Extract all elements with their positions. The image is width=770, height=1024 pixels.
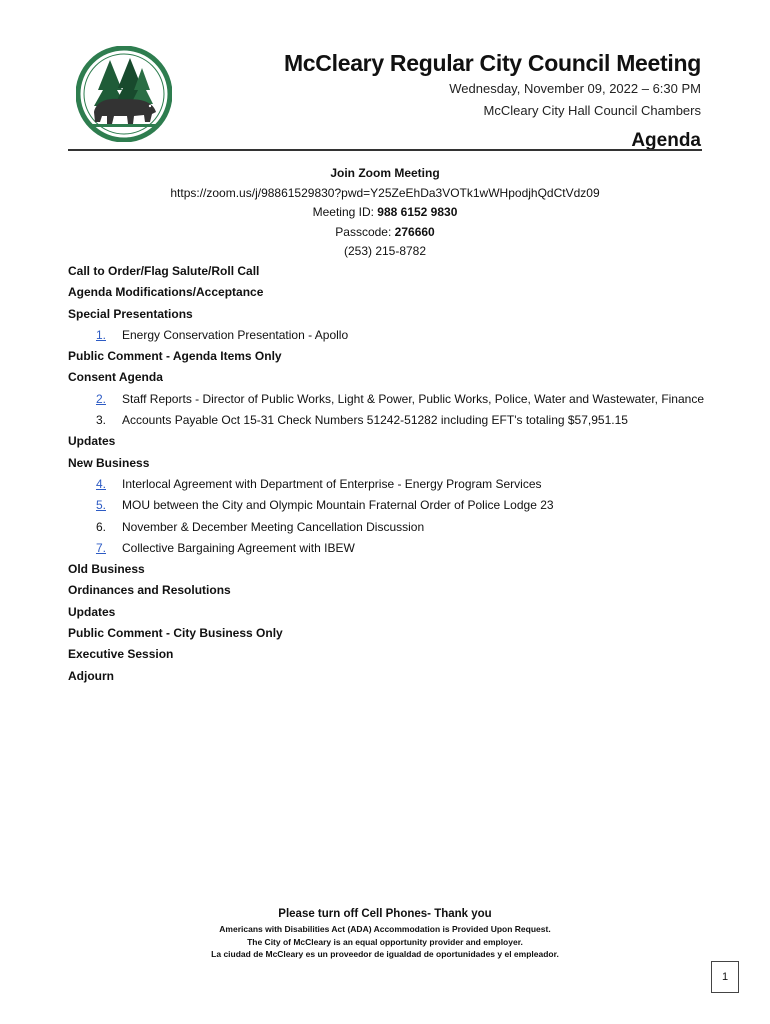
agenda-item [68,325,708,346]
agenda-item-text: November & December Meeting Cancellation Discussion [122,519,425,534]
agenda-item-number: 3. [95,413,106,428]
agenda-section: Adjourn [68,668,114,683]
passcode-value: 276660 [394,224,435,239]
agenda-section: Agenda Modifications/Acceptance [68,285,264,300]
city-logo [76,46,172,142]
ada-notice: Americans with Disabilities Act (ADA) Accommodation is Provided Upon Request. [219,924,551,934]
zoom-phone: (253) 215-8782 [343,244,427,258]
bear-trees-logo-icon [76,46,172,142]
agenda-item [68,474,708,495]
zoom-link[interactable]: https://zoom.us/j/98861529830?pwd=Y25ZeEhDa3VOTk1wWHpodjhQdCtVdz09 [170,185,600,200]
agenda-item-number: 6. [95,519,106,534]
agenda-section: Public Comment - Agenda Items Only [68,349,282,364]
agenda-item-link[interactable]: 4. [95,476,106,491]
agenda-item-text: MOU between the City and Olympic Mountain Fraternal Order of Police Lodge 23 [122,498,554,513]
meeting-id-label: Meeting ID: [312,205,374,219]
agenda-section: Call to Order/Flag Salute/Roll Call [68,264,260,278]
agenda-section: Consent Agenda [68,370,163,385]
agenda-item-link[interactable]: 7. [95,540,106,555]
document-footer [0,905,770,961]
document-header [284,48,701,153]
agenda-item [68,410,708,431]
agenda-heading: Agenda [631,130,701,151]
agenda-section: Special Presentations [68,306,193,321]
agenda-section: Executive Session [68,647,174,662]
agenda-list [68,261,708,687]
agenda-section: Updates [68,604,116,619]
agenda-section: Public Comment - City Business Only [68,626,283,641]
meeting-id-line [0,203,770,223]
cell-phone-notice: Please turn off Cell Phones- Thank you [278,908,492,920]
agenda-section: Old Business [68,562,145,577]
zoom-info [0,164,770,262]
agenda-item-link[interactable]: 5. [95,498,106,513]
agenda-item-text: Interlocal Agreement with Department of Enterprise - Energy Program Services [122,476,542,491]
equal-opportunity-notice: The City of McCleary is an equal opportunity provider and employer. [247,936,523,947]
zoom-heading: Join Zoom Meeting [330,166,440,180]
passcode-label: Passcode: [335,224,392,239]
passcode-line [0,223,770,243]
agenda-item-text: Energy Conservation Presentation - Apollo [122,327,349,342]
agenda-item-link[interactable]: 1. [95,327,106,342]
meeting-datetime: Wednesday, November 09, 2022 – 6:30 PM [449,81,701,96]
agenda-item [68,495,708,516]
agenda-section: Ordinances and Resolutions [68,583,231,598]
header-divider [68,149,702,151]
agenda-section: Updates [68,434,116,449]
meeting-title: McCleary Regular City Council Meeting [283,50,701,76]
agenda-item [68,517,708,538]
page-number: 1 [711,961,739,993]
agenda-section: New Business [68,455,150,470]
agenda-item-text: Accounts Payable Oct 15-31 Check Numbers 51242-51282 including EFT's totaling $57,951.15 [122,413,628,428]
meeting-location: McCleary City Hall Council Chambers [483,103,701,118]
agenda-item-text: Collective Bargaining Agreement with IBEW [122,540,355,555]
agenda-item [68,389,708,410]
agenda-item [68,538,708,559]
meeting-id-value: 988 6152 9830 [377,205,458,219]
agenda-item-text: Staff Reports - Director of Public Works, Light & Power, Public Works, Police, Water and Wastewater, Finance [122,391,705,406]
agenda-item-link[interactable]: 2. [95,391,106,406]
spanish-notice: La ciudad de McCleary es un proveedor de igualdad de oportunidades y el empleador. [211,949,559,959]
